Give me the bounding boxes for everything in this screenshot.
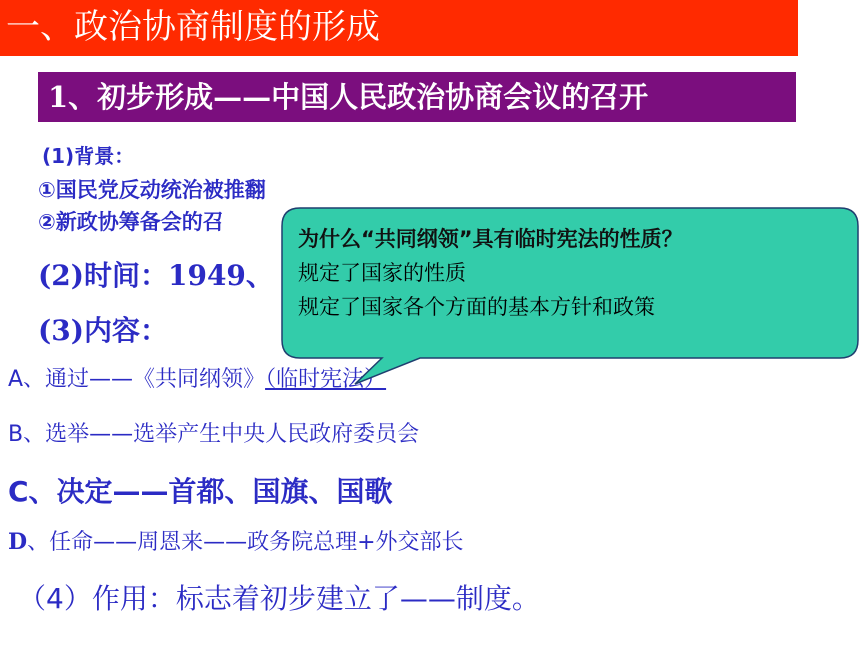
- background-label: (1)背景：: [42, 144, 135, 168]
- callout-answer-2: 规定了国家各个方面的基本方针和政策: [298, 295, 655, 319]
- section-heading: 1、初步形成——中国人民政治协商会议的召开: [48, 80, 649, 114]
- item-a-text: A、通过——《共同纲领》: [8, 367, 266, 392]
- item-a-note: （临时宪法）: [265, 367, 387, 392]
- callout-question: 为什么“共同纲领”具有临时宪法的性质？: [298, 227, 683, 251]
- time-line: (2)时间：1949、: [38, 259, 274, 292]
- background-item-2: ②新政协筹备会的召: [38, 210, 224, 234]
- content-label: (3)内容：: [38, 314, 168, 347]
- callout-text: [298, 222, 683, 324]
- content-item-b: B、选举——选举产生中央人民政府委员会: [8, 422, 420, 447]
- callout-answer-1: 规定了国家的性质: [298, 261, 466, 285]
- background-item-1: ①国民党反动统治被推翻: [38, 178, 266, 202]
- effect-line: （4）作用：标志着初步建立了——制度。: [18, 582, 540, 615]
- content-item-c: C、决定——首都、国旗、国歌: [8, 475, 393, 508]
- page-title: 一、政治协商制度的形成: [6, 7, 380, 47]
- item-d-text: 、任命——周恩来——政务院总理+外交部长: [27, 530, 464, 555]
- item-d-letter: D: [8, 529, 28, 555]
